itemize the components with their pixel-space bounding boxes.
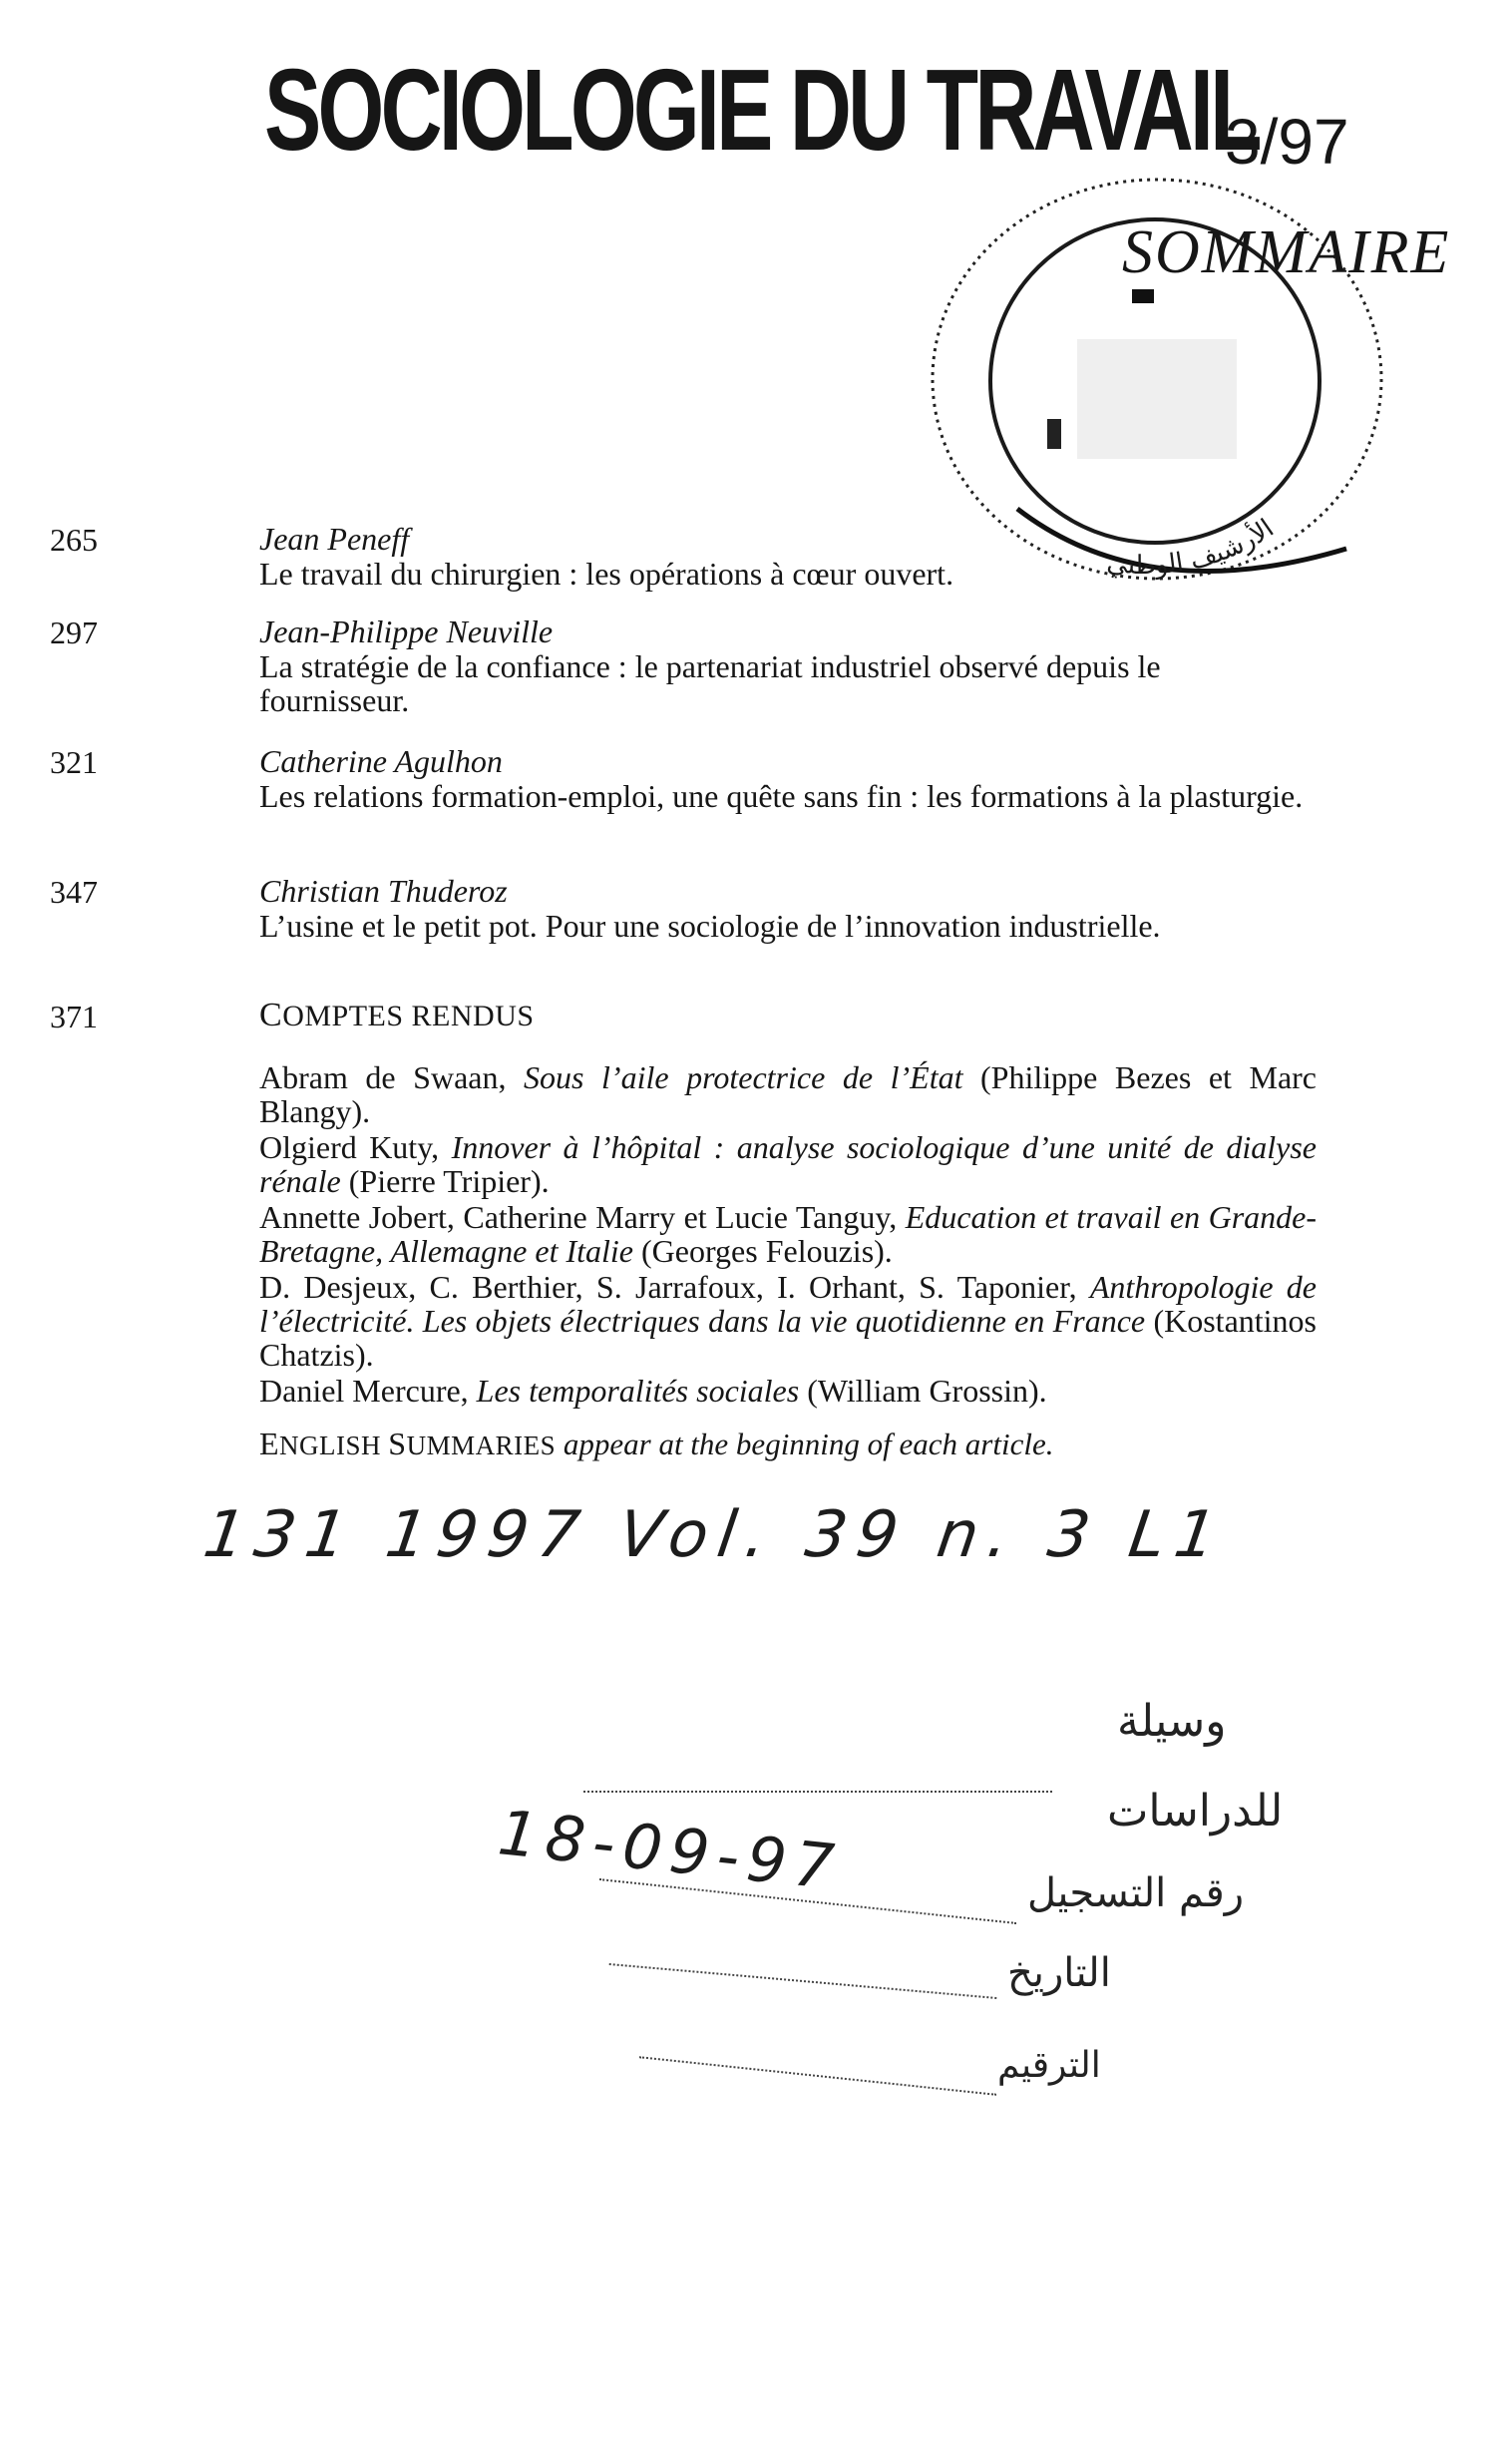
- review-author: Olgierd Kuty,: [259, 1129, 452, 1165]
- registration-stamp-line: الترقيم: [997, 2045, 1101, 2086]
- toc-entry-body: [259, 521, 1317, 591]
- journal-title: SOCIOLOGIE DU TRAVAIL: [264, 45, 1259, 175]
- review-work: Anthropologie de l’électricité. Les objets électriques dans la vie quotidienne en France: [259, 1269, 1318, 1339]
- toc-entry-body: [259, 743, 1317, 813]
- toc-page-number: 347: [50, 874, 98, 910]
- review-item: [259, 1130, 1317, 1198]
- toc-page-number: 265: [50, 522, 98, 558]
- english-summaries-note: ENGLISH SUMMARIES appear at the beginning of each article.: [259, 1426, 1054, 1461]
- review-item: [259, 1374, 1317, 1408]
- review-reviewer: (William Grossin).: [799, 1373, 1047, 1409]
- review-author: Annette Jobert, Catherine Marry et Lucie Tanguy,: [259, 1199, 906, 1235]
- review-work: Innover à l’hôpital : analyse sociologique d’une unité de dialyse rénale: [259, 1129, 1318, 1199]
- stamp-dotted-line: [639, 2056, 996, 2096]
- stamp-text: الأرشيف الوطني: [1105, 513, 1280, 582]
- article-author: Catherine Agulhon: [259, 743, 503, 779]
- review-work: Les temporalités sociales: [476, 1373, 800, 1409]
- section-label-sommaire: SOMMAIRE: [1122, 218, 1451, 286]
- article-title: L’usine et le petit pot. Pour une sociologie de l’innovation industrielle.: [259, 908, 1161, 944]
- handwritten-date: 18-09-97: [495, 1796, 846, 1904]
- stamp-emblem-base: [1047, 419, 1061, 449]
- review-item: [259, 1060, 1317, 1128]
- article-author: Jean-Philippe Neuville: [259, 613, 554, 649]
- registration-stamp-line: رقم التسجيل: [1027, 1870, 1245, 1916]
- toc-page-number: 371: [50, 999, 98, 1034]
- registration-stamp-line: التاريخ: [1007, 1950, 1111, 1996]
- stamp-dotted-line: [583, 1791, 1052, 1793]
- reviews-section: [259, 998, 1317, 1463]
- article-author: Jean Peneff: [259, 521, 410, 557]
- article-author: Christian Thuderoz: [259, 873, 508, 909]
- registration-stamp-line: وسيلة: [1117, 1696, 1227, 1747]
- review-item: [259, 1200, 1317, 1268]
- review-reviewer: (Philippe Bezes et Marc Blangy).: [259, 1059, 1317, 1129]
- review-reviewer: (Pierre Tripier).: [340, 1163, 550, 1199]
- review-item: [259, 1270, 1317, 1372]
- review-reviewer: (Kostantinos Chatzis).: [259, 1303, 1318, 1373]
- toc-entry-body: [259, 873, 1317, 943]
- stamp-dotted-line: [609, 1963, 997, 1999]
- toc-page-number: 297: [50, 614, 98, 650]
- toc-page-number: 321: [50, 744, 98, 780]
- article-title: Les relations formation-emploi, une quête sans fin : les formations à la plasturgie.: [259, 778, 1304, 814]
- issue-number: 3/97: [1225, 106, 1349, 178]
- review-work: Education et travail en Grande-Bretagne, Allemagne et Italie: [259, 1199, 1318, 1269]
- review-reviewer: (Georges Felouzis).: [633, 1233, 893, 1269]
- reviews-heading: COMPTES RENDUS: [259, 997, 535, 1033]
- toc-entry-body: [259, 613, 1317, 717]
- article-title: Le travail du chirurgien : les opérations à cœur ouvert.: [259, 556, 954, 592]
- stamp-emblem-mark: [1132, 289, 1154, 303]
- stamp-emblem: [1077, 339, 1237, 459]
- review-author: D. Desjeux, C. Berthier, S. Jarrafoux, I. Orhant, S. Taponier,: [259, 1269, 1090, 1305]
- handwritten-reference: 131 1997 Vol. 39 n. 3 L1: [198, 1498, 1232, 1572]
- registration-stamp-line: للدراسات: [1107, 1786, 1284, 1837]
- article-title: La stratégie de la confiance : le partenariat industriel observé depuis le fournisseur.: [259, 648, 1161, 718]
- review-author: Daniel Mercure,: [259, 1373, 477, 1409]
- review-work: Sous l’aile protectrice de l’État: [524, 1059, 963, 1095]
- review-author: Abram de Swaan,: [259, 1059, 525, 1095]
